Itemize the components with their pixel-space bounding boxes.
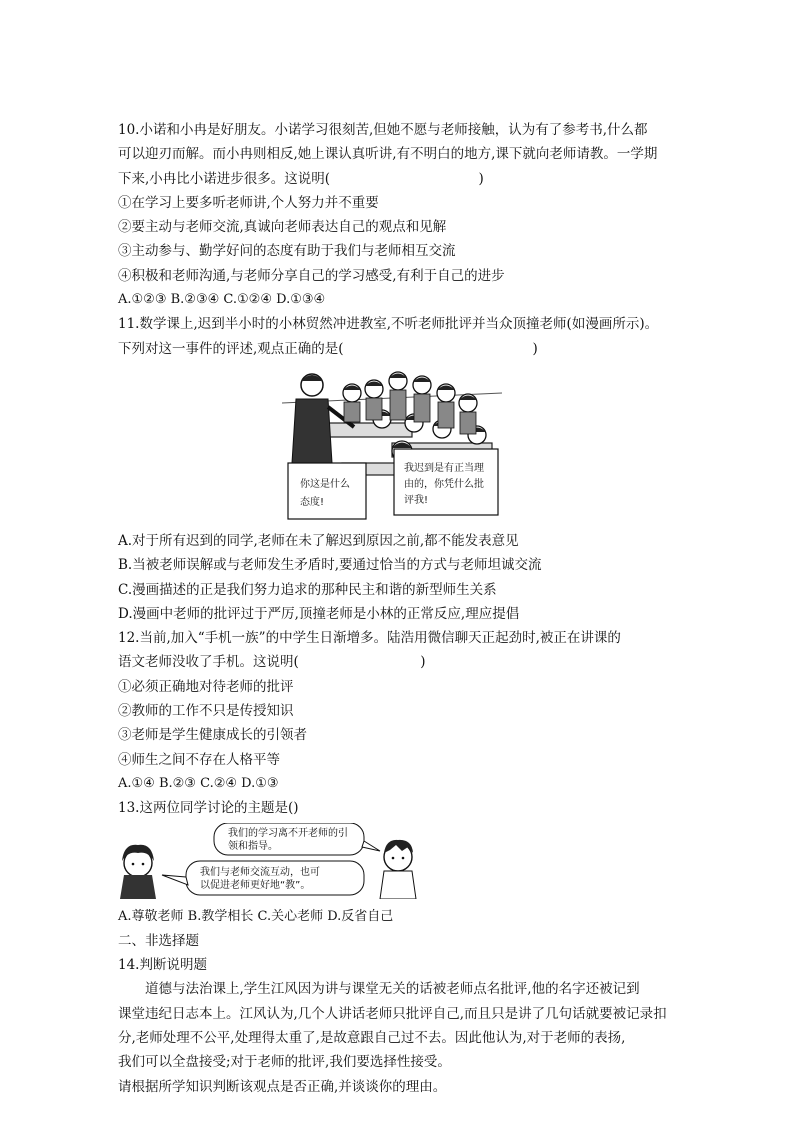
q12-stem-line-2: 语文老师没收了手机。这说明( ) [118, 654, 426, 671]
two-students-cartoon [118, 823, 678, 899]
bottom-bubble-line-1: 我们与老师交流互动，也可 [200, 866, 320, 878]
q14-paragraph-line-2: 课堂违纪日志本上。江风认为,几个人讲话老师只批评自己,而且只是讲了几句话就要被记录扣 [118, 1005, 667, 1022]
question-13 [118, 796, 678, 929]
q12-item-4: ④师生之间不存在人格平等 [118, 751, 280, 768]
student-bubble-line-1: 我迟到是有正当理 [404, 462, 484, 474]
bottom-bubble-line-2: 以促进老师更好地“教”。 [200, 879, 311, 891]
document-body [118, 118, 678, 1099]
q10-options: A.①②③ B.②③④ C.①②④ D.①③④ [118, 292, 326, 308]
q14-prompt: 请根据所学知识判断该观点是否正确,并谈谈你的理由。 [118, 1078, 447, 1095]
q10-item-2: ②要主动与老师交流,真诚向老师表达自己的观点和见解 [118, 219, 447, 236]
q11-option-a: A.对于所有迟到的同学,老师在未了解迟到原因之前,都不能发表意见 [118, 532, 519, 549]
question-12 [118, 626, 678, 796]
section-2 [118, 929, 678, 1099]
question-11 [118, 312, 678, 626]
q10-item-3: ③主动参与、勤学好问的态度有助于我们与老师相互交流 [118, 243, 456, 260]
teacher-bubble-line-1: 你这是什么 [300, 478, 350, 490]
two-students-illustration [118, 823, 418, 899]
teacher-bubble-line-2: 态度! [300, 496, 325, 508]
q13-stem: 13.这两位同学讨论的主题是() [118, 800, 299, 817]
q11-option-c: C.漫画描述的正是我们努力追求的那种民主和谐的新型师生关系 [118, 581, 497, 598]
q11-stem-line-2: 下列对这一事件的评述,观点正确的是( ) [118, 340, 538, 357]
top-bubble-line-2: 领和指导。 [228, 840, 278, 852]
q10-stem-line-3: 下来,小冉比小诺进步很多。这说明( ) [118, 170, 484, 187]
q10-stem-line-1: 10.小诺和小冉是好朋友。小诺学习很刻苦,但她不愿与老师接触，认为有了参考书,什么都 [118, 122, 648, 138]
classroom-cartoon-illustration [282, 363, 502, 523]
q10-item-4: ④积极和老师沟通,与老师分享自己的学习感受,有利于自己的进步 [118, 267, 505, 284]
q11-option-b: B.当被老师误解或与老师发生矛盾时,要通过恰当的方式与老师坦诚交流 [118, 557, 542, 574]
q10-stem-line-2: 可以迎刃而解。而小冉则相反,她上课认真听讲,有不明白的地方,课下就向老师请教。一学期 [118, 146, 658, 163]
q14-paragraph-line-4: 我们可以全盘接受;对于老师的批评,我们要选择性接受。 [118, 1054, 451, 1071]
q10-item-1: ①在学习上要多听老师讲,个人努力并不重要 [118, 194, 379, 211]
student-bubble-line-2: 由的，你凭什么批 [404, 478, 484, 490]
q12-item-3: ③老师是学生健康成长的引领者 [118, 727, 307, 744]
question-10 [118, 118, 678, 312]
q12-options: A.①④ B.②③ C.②④ D.①③ [118, 775, 279, 791]
q13-options: A.尊敬老师 B.教学相长 C.关心老师 D.反省自己 [118, 908, 394, 924]
q14-title: 14.判断说明题 [118, 957, 207, 974]
q12-item-1: ①必须正确地对待老师的批评 [118, 678, 294, 695]
q14-paragraph-line-1: 道德与法治课上,学生江风因为讲与课堂无关的话被老师点名批评,他的名字还被记到 [145, 981, 640, 998]
classroom-cartoon [118, 363, 678, 523]
top-bubble-line-1: 我们的学习离不开老师的引 [228, 827, 348, 839]
q14-paragraph-line-3: 分,老师处理不公平,处理得太重了,是故意跟自己过不去。因此他认为,对于老师的表扬, [118, 1030, 626, 1047]
section-2-heading: 二、非选择题 [118, 932, 199, 949]
q12-item-2: ②教师的工作不只是传授知识 [118, 703, 294, 720]
q12-stem-line-1: 12.当前,加入“手机一族”的中学生日渐增多。陆浩用微信聊天正起劲时,被正在讲课的 [118, 630, 621, 647]
q11-stem-line-1: 11.数学课上,迟到半小时的小林贸然冲进教室,不听老师批评并当众顶撞老师(如漫画所示)。 [118, 316, 659, 333]
q11-option-d: D.漫画中老师的批评过于严厉,顶撞老师是小林的正常反应,理应提倡 [118, 605, 520, 622]
student-bubble-line-3: 评我! [404, 494, 429, 506]
